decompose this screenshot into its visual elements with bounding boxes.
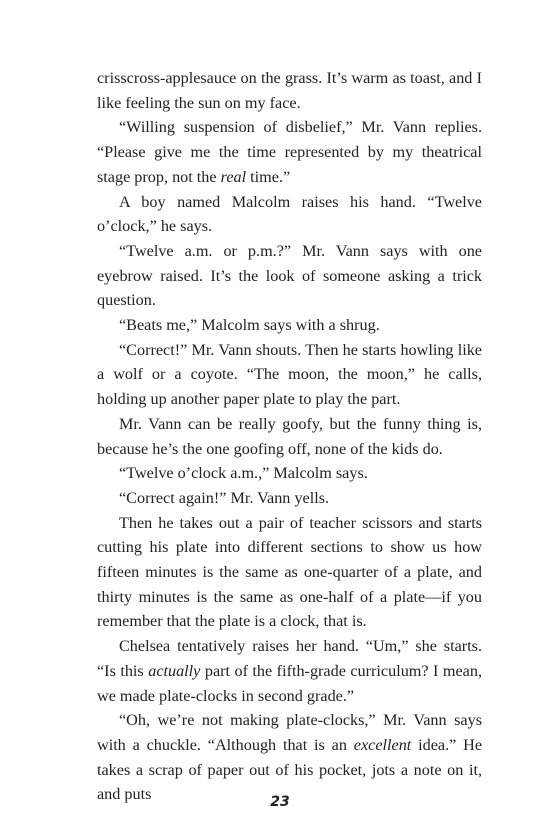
- paragraph: [97, 338, 482, 412]
- paragraph: [97, 461, 482, 486]
- text-run: idea.” He takes a scrap of paper out of his pocket, jots a note on it, and puts: [97, 735, 483, 804]
- italic-text: actually: [148, 661, 201, 680]
- text-run: “Willing suspension of disbelief,” Mr. Vann replies. “Please give me the time represented by my theatrical stage prop, not the: [97, 118, 482, 186]
- paragraph: [97, 511, 482, 635]
- italic-text: real: [220, 167, 247, 186]
- text-run: “Correct!” Mr. Vann shouts. Then he starts howling like a wolf or a coyote. “The moon, the moon,” he calls, holding up another paper plate to play the part.: [97, 340, 482, 409]
- paragraph: [97, 190, 482, 239]
- text-run: Chelsea tentatively raises her hand. “Um,” she starts. “Is this: [97, 637, 482, 680]
- text-run: part of the fifth-grade curriculum? I mean, we made plate-clocks in second grade.”: [97, 661, 482, 705]
- text-run: “Beats me,” Malcolm says with a shrug.: [119, 316, 380, 335]
- text-run: “Twelve o’clock a.m.,” Malcolm says.: [119, 464, 368, 483]
- paragraph: [97, 486, 482, 511]
- text-run: time.”: [246, 167, 291, 186]
- text-run: Then he takes out a pair of teacher scissors and starts cutting his plate into different sections to show us how fifteen minutes is the same as one-quarter of a plate, and thirty minutes is the same as one-half of a plate—if you remember that the plate is a clock, that is.: [97, 513, 482, 631]
- body-text: [97, 66, 482, 807]
- paragraph: [97, 66, 482, 115]
- paragraph: [97, 634, 482, 708]
- paragraph: [97, 115, 482, 189]
- text-run: “Correct again!” Mr. Vann yells.: [119, 488, 330, 507]
- text-run: crisscross-applesauce on the grass. It’s warm as toast, and I like feeling the sun on my face.: [97, 69, 482, 112]
- italic-text: excellent: [353, 735, 412, 754]
- page-number: 23: [270, 794, 290, 810]
- paragraph: [97, 239, 482, 313]
- paragraph: [97, 708, 482, 807]
- text-run: “Oh, we’re not making plate-clocks,” Mr. Vann says with a chuckle. “Although that is an: [97, 711, 482, 754]
- paragraph: [97, 313, 482, 338]
- text-run: “Twelve a.m. or p.m.?” Mr. Vann says with one eyebrow raised. It’s the look of someone asking a trick question.: [97, 241, 482, 310]
- text-run: Mr. Vann can be really goofy, but the funny thing is, because he’s the one goofing off, none of the kids do.: [97, 414, 482, 458]
- text-run: A boy named Malcolm raises his hand. “Twelve o’clock,” he says.: [97, 192, 482, 236]
- paragraph: [97, 412, 482, 461]
